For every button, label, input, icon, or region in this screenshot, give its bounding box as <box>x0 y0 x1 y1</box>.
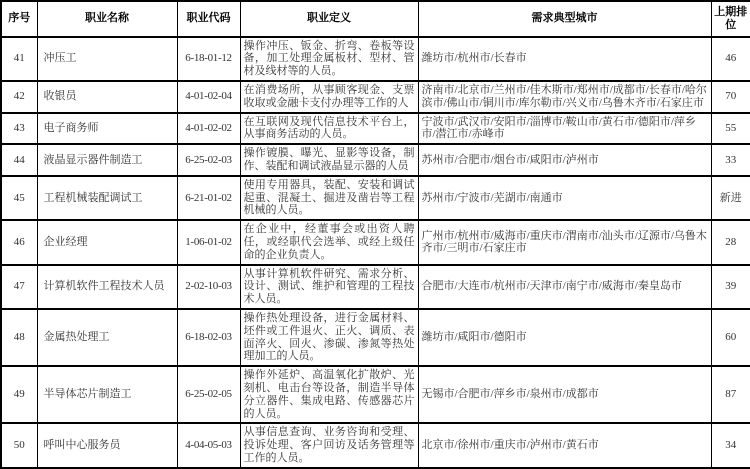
cell-previous-rank: 34 <box>711 423 750 467</box>
cell-previous-rank: 33 <box>711 144 750 176</box>
cell-occupation-definition: 在企业中，经董事会或出资人聘任，或经职代会选举、或经上级任命的企业负责人。 <box>240 220 418 264</box>
cell-serial-number: 49 <box>1 366 37 423</box>
column-header-definition: 职业定义 <box>240 1 418 37</box>
cell-previous-rank: 87 <box>711 366 750 423</box>
cell-occupation-definition: 在消费场所，从事顾客现金、支票收取或金融卡支付办理等工作的人 <box>240 81 418 113</box>
table-body <box>1 37 750 468</box>
cell-occupation-definition: 在互联网及现代信息技术平台上，从事商务活动的人员。 <box>240 113 418 145</box>
cell-occupation-code: 6-21-01-02 <box>177 176 240 220</box>
cell-occupation-name: 企业经理 <box>37 220 177 264</box>
cell-demand-cities: 潍坊市/咸阳市/德阳市 <box>418 309 711 366</box>
cell-occupation-code: 1-06-01-02 <box>177 220 240 264</box>
cell-serial-number: 50 <box>1 423 37 467</box>
cell-serial-number: 47 <box>1 265 37 309</box>
cell-occupation-name: 计算机软件工程技术人员 <box>37 265 177 309</box>
cell-occupation-name: 冲压工 <box>37 37 177 81</box>
cell-occupation-definition: 操作冲压、钣金、折弯、卷板等设备，加工处理金属板材、型材、管材及线材等的人员。 <box>240 37 418 81</box>
cell-occupation-code: 2-02-10-03 <box>177 265 240 309</box>
cell-occupation-name: 电子商务师 <box>37 113 177 145</box>
cell-occupation-name: 半导体芯片制造工 <box>37 366 177 423</box>
table-row <box>1 220 750 264</box>
cell-occupation-definition: 操作外延炉、高温氧化扩散炉、光刻机、电击台等设备，制造半导体分立器件、集成电路、传感器芯片的人员。 <box>240 366 418 423</box>
cell-demand-cities: 无锡市/合肥市/萍乡市/泉州市/成都市 <box>418 366 711 423</box>
cell-previous-rank: 新进 <box>711 176 750 220</box>
cell-demand-cities: 潍坊市/杭州市/长春市 <box>418 37 711 81</box>
cell-occupation-name: 收银员 <box>37 81 177 113</box>
header-row <box>1 1 750 37</box>
cell-occupation-definition: 操作镀膜、曝光、显影等设备，制作、装配和调试液晶显示器的人员 <box>240 144 418 176</box>
cell-previous-rank: 46 <box>711 37 750 81</box>
cell-occupation-name: 呼叫中心服务员 <box>37 423 177 467</box>
cell-serial-number: 44 <box>1 144 37 176</box>
cell-serial-number: 41 <box>1 37 37 81</box>
column-header-num: 序号 <box>1 1 37 37</box>
cell-occupation-name: 工程机械装配调试工 <box>37 176 177 220</box>
table-row <box>1 309 750 366</box>
cell-demand-cities: 苏州市/合肥市/烟台市/咸阳市/泸州市 <box>418 144 711 176</box>
cell-demand-cities: 合肥市/大连市/杭州市/天津市/南宁市/威海市/秦皇岛市 <box>418 265 711 309</box>
cell-occupation-definition: 从事计算机软件研究、需求分析、设计、测试、维护和管理的工程技术人员。 <box>240 265 418 309</box>
cell-previous-rank: 55 <box>711 113 750 145</box>
cell-previous-rank: 70 <box>711 81 750 113</box>
cell-demand-cities: 济南市/北京市/兰州市/佳木斯市/郑州市/成都市/长春市/哈尔滨市/佛山市/铜川市/库尔勒市/兴义市/乌鲁木齐市/石家庄市 <box>418 81 711 113</box>
cell-occupation-definition: 操作热处理设备，进行金属材料、坯件或工件退火、正火、调质、表面淬火、回火、渗碳、渗氮等热处理加工的人员。 <box>240 309 418 366</box>
table-row <box>1 37 750 81</box>
table-row <box>1 144 750 176</box>
cell-serial-number: 46 <box>1 220 37 264</box>
column-header-cities: 需求典型城市 <box>418 1 711 37</box>
column-header-rank: 上期排位 <box>711 1 750 37</box>
cell-serial-number: 45 <box>1 176 37 220</box>
cell-occupation-definition: 使用专用器具，装配、安装和调试起重、混凝土、掘进及凿岩等工程机械的人员。 <box>240 176 418 220</box>
table-row <box>1 113 750 145</box>
cell-serial-number: 48 <box>1 309 37 366</box>
cell-demand-cities: 北京市/徐州市/重庆市/泸州市/黄石市 <box>418 423 711 467</box>
table-row <box>1 176 750 220</box>
cell-occupation-code: 4-01-02-02 <box>177 113 240 145</box>
cell-previous-rank: 39 <box>711 265 750 309</box>
cell-serial-number: 43 <box>1 113 37 145</box>
cell-serial-number: 42 <box>1 81 37 113</box>
cell-demand-cities: 宁波市/武汉市/安阳市/淄博市/鞍山市/黄石市/德阳市/萍乡市/潜江市/赤峰市 <box>418 113 711 145</box>
cell-previous-rank: 28 <box>711 220 750 264</box>
cell-occupation-code: 6-18-02-03 <box>177 309 240 366</box>
column-header-name: 职业名称 <box>37 1 177 37</box>
cell-occupation-name: 液晶显示器件制造工 <box>37 144 177 176</box>
cell-previous-rank: 60 <box>711 309 750 366</box>
cell-occupation-code: 6-18-01-12 <box>177 37 240 81</box>
table-row <box>1 81 750 113</box>
table-row <box>1 366 750 423</box>
cell-demand-cities: 苏州市/宁波市/芜湖市/南通市 <box>418 176 711 220</box>
cell-occupation-code: 4-04-05-03 <box>177 423 240 467</box>
cell-occupation-name: 金属热处理工 <box>37 309 177 366</box>
table-row <box>1 265 750 309</box>
cell-occupation-code: 4-01-02-04 <box>177 81 240 113</box>
cell-occupation-definition: 从事信息查询、业务咨询和受理、投诉处理、客户回访及话务管理等工作的人员。 <box>240 423 418 467</box>
table-row <box>1 423 750 467</box>
table-header <box>1 1 750 37</box>
cell-occupation-code: 6-25-02-03 <box>177 144 240 176</box>
cell-occupation-code: 6-25-02-05 <box>177 366 240 423</box>
column-header-code: 职业代码 <box>177 1 240 37</box>
cell-demand-cities: 广州市/杭州市/威海市/重庆市/渭南市/汕头市/辽源市/乌鲁木齐市/三明市/石家庄市 <box>418 220 711 264</box>
